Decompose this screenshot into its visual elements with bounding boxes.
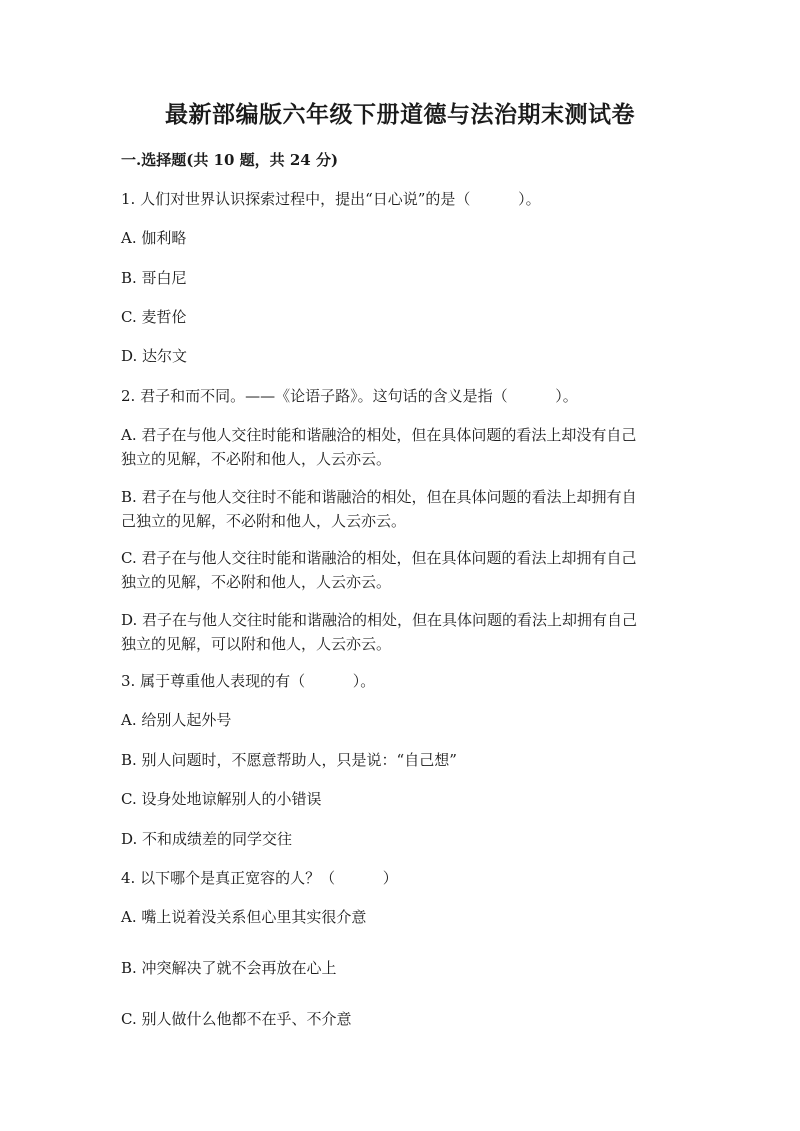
section-heading: 一.选择题(共 10 题，共 24 分) xyxy=(121,151,339,169)
question-2-option-c-line-1: C. 君子在与他人交往时能和谐融洽的相处，但在具体问题的看法上却拥有自己 xyxy=(121,549,637,567)
question-2-option-b-line-2: 己独立的见解，不必附和他人，人云亦云。 xyxy=(121,512,407,530)
question-4-option-a: A. 嘴上说着没关系但心里其实很介意 xyxy=(121,908,367,926)
question-4-option-b: B. 冲突解决了就不会再放在心上 xyxy=(121,959,337,977)
question-2-option-d-line-2: 独立的见解，可以附和他人，人云亦云。 xyxy=(121,635,392,653)
page-title: 最新部编版六年级下册道德与法治期末测试卷 xyxy=(165,101,635,128)
question-1-option-c: C. 麦哲伦 xyxy=(121,308,187,326)
question-2-option-a-line-2: 独立的见解，不必附和他人，人云亦云。 xyxy=(121,450,392,468)
question-3-option-d: D. 不和成绩差的同学交往 xyxy=(121,830,293,848)
question-1-option-a: A. 伽利略 xyxy=(121,229,187,247)
question-2-option-a-line-1: A. 君子在与他人交往时能和谐融洽的相处，但在具体问题的看法上却没有自己 xyxy=(121,426,637,444)
question-2-option-b-line-1: B. 君子在与他人交往时不能和谐融洽的相处，但在具体问题的看法上却拥有自 xyxy=(121,488,637,506)
question-2-option-d-line-1: D. 君子在与他人交往时能和谐融洽的相处，但在具体问题的看法上却拥有自己 xyxy=(121,611,638,629)
question-3-option-a: A. 给别人起外号 xyxy=(121,711,232,729)
question-1-option-b: B. 哥白尼 xyxy=(121,269,187,287)
question-2: 2. 君子和而不同。——《论语子路》。这句话的含义是指（ ）。 xyxy=(121,387,578,405)
question-3: 3. 属于尊重他人表现的有（ ）。 xyxy=(121,672,376,690)
question-3-option-c: C. 设身处地谅解别人的小错误 xyxy=(121,790,322,808)
question-4: 4. 以下哪个是真正宽容的人？（ ） xyxy=(121,869,398,887)
question-1: 1. 人们对世界认识探索过程中，提出“日心说”的是（ ）。 xyxy=(121,190,541,208)
question-3-option-b: B. 别人问题时，不愿意帮助人，只是说：“自己想” xyxy=(121,751,457,769)
question-1-option-d: D. 达尔文 xyxy=(121,347,188,365)
question-4-option-c: C. 别人做什么他都不在乎、不介意 xyxy=(121,1010,352,1028)
question-2-option-c-line-2: 独立的见解，不必附和他人，人云亦云。 xyxy=(121,573,392,591)
